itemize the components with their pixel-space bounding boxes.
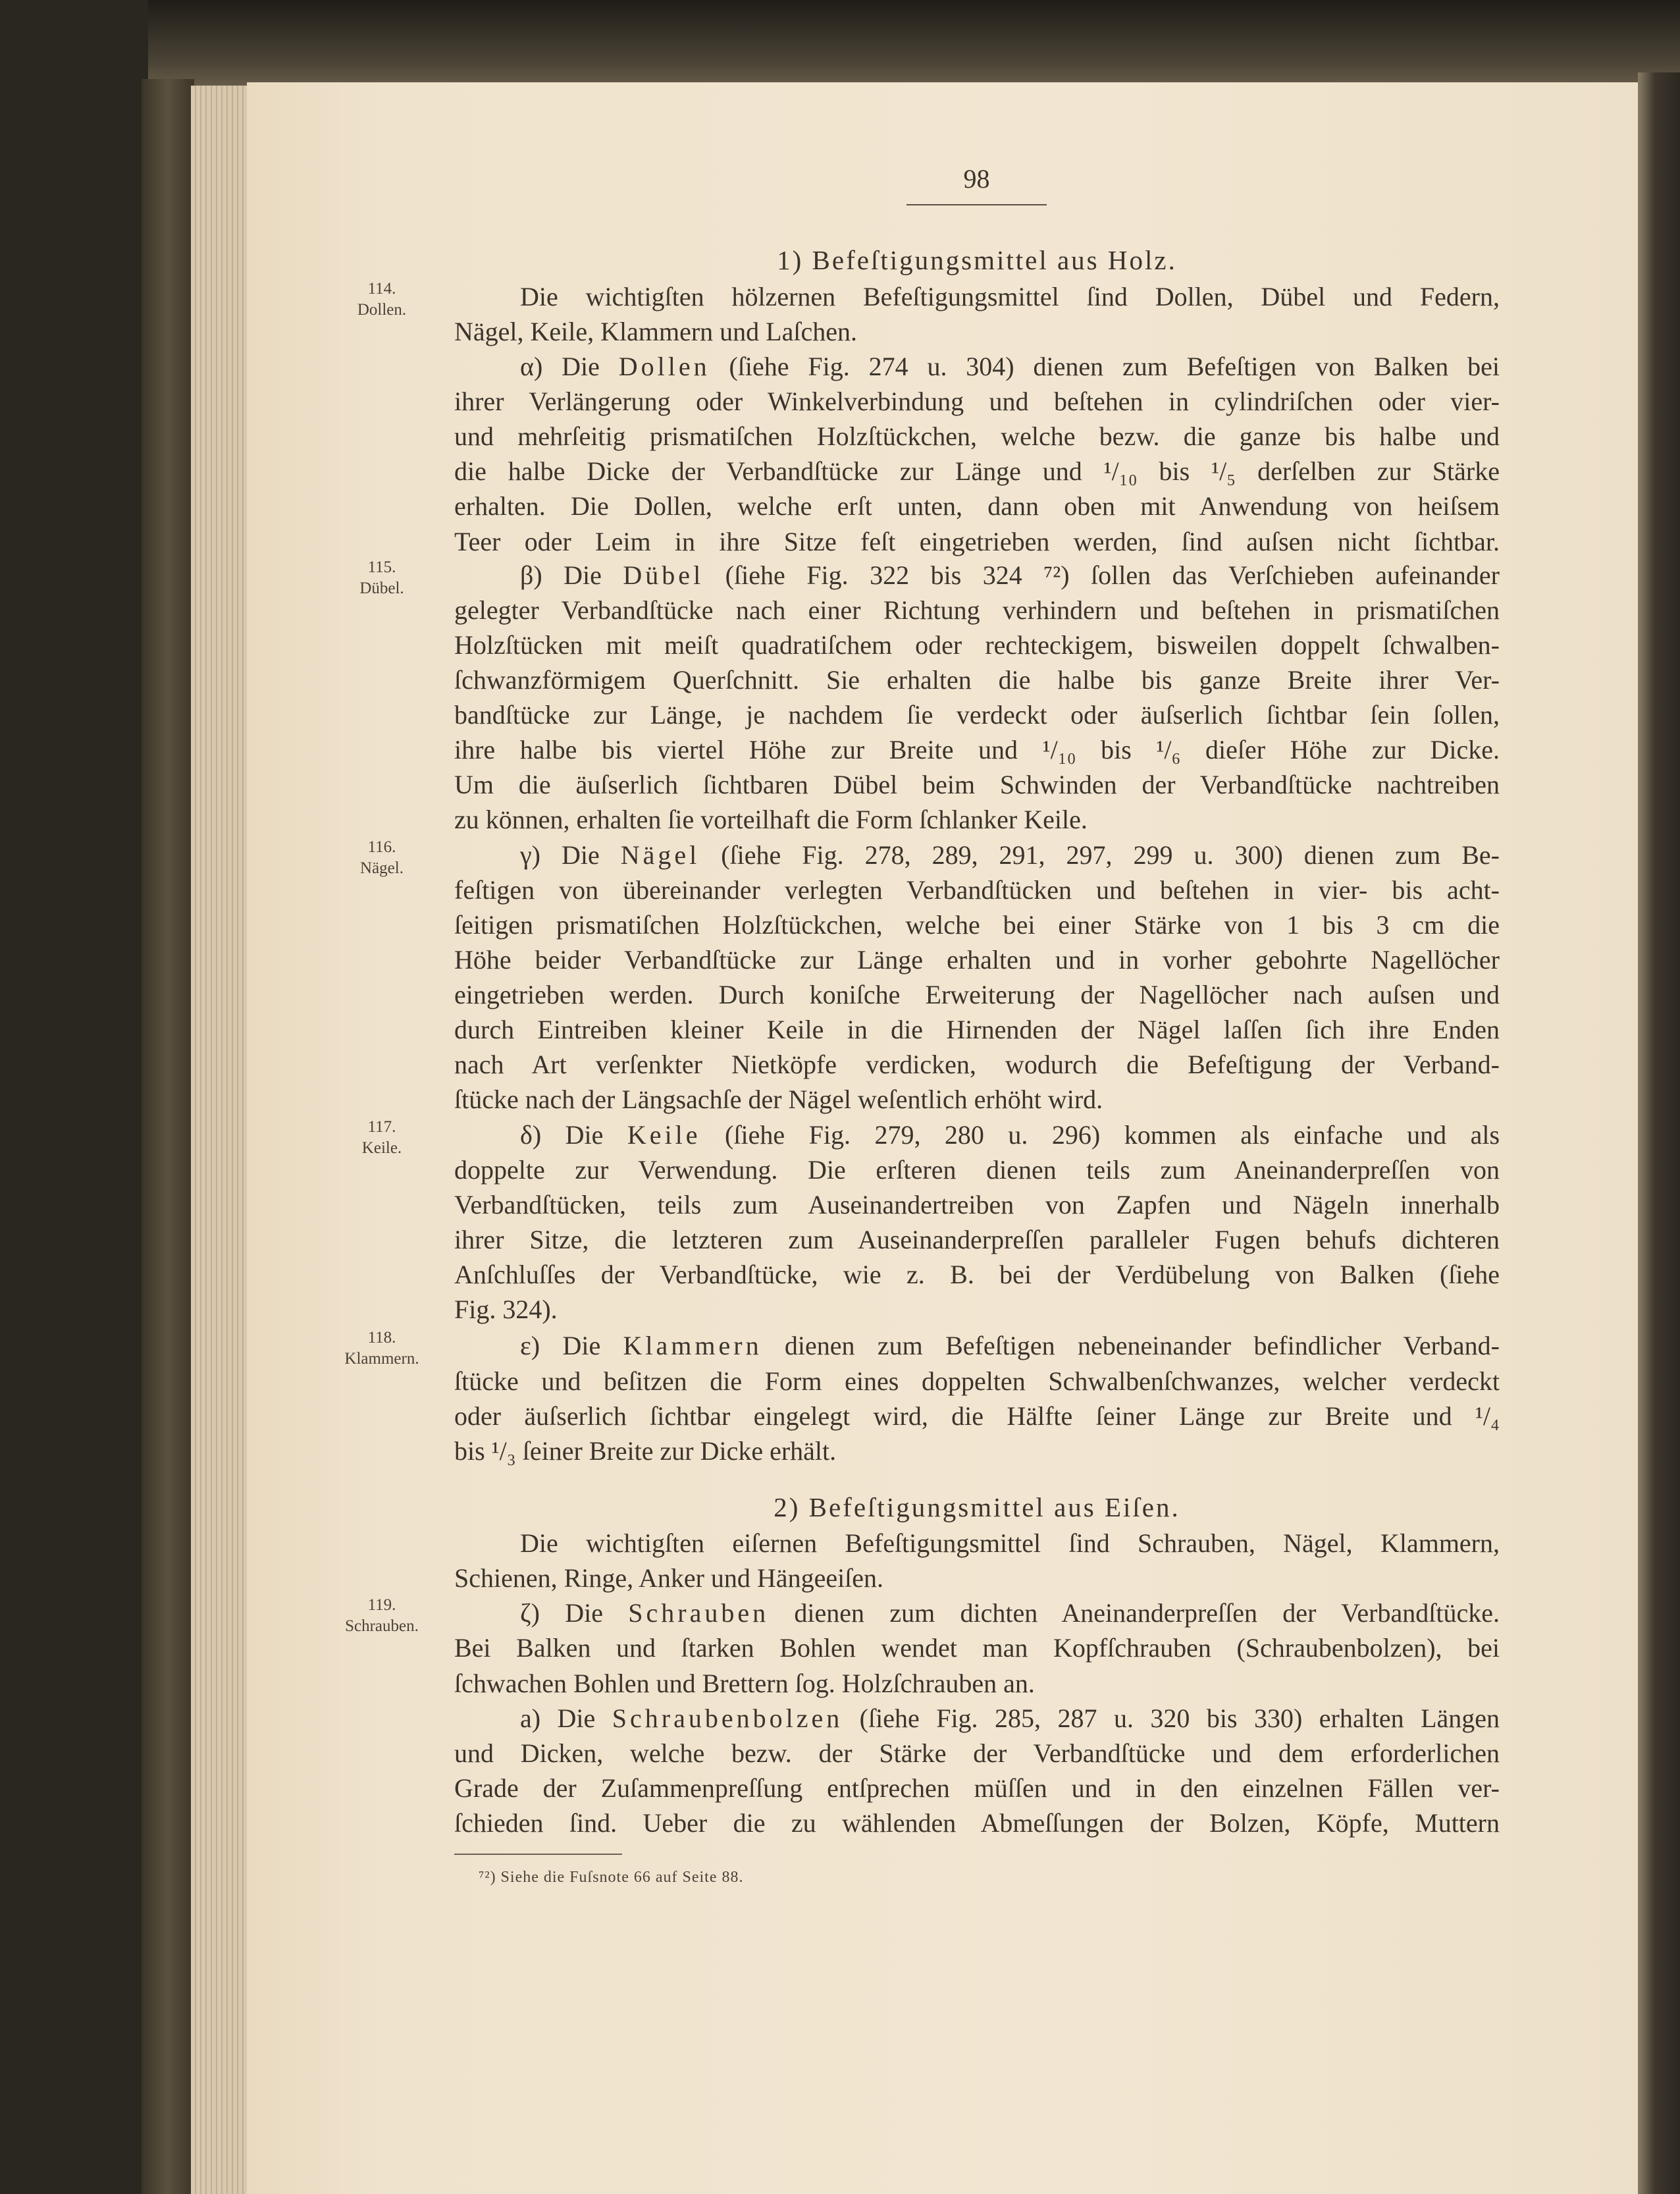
text-segment: erhalten. Die Dollen, welche erſt unten, dann oben mit Anwendung von heiſsem <box>454 491 1500 522</box>
text-line <box>454 1293 1500 1327</box>
text-line <box>454 733 1500 767</box>
text-segment: γ) Die <box>520 840 621 870</box>
margin-note-num: 117. <box>367 1117 396 1136</box>
text-line <box>520 1701 1500 1736</box>
text-line <box>454 489 1500 523</box>
spaced-term: Klammern <box>623 1331 762 1361</box>
margin-note-label: Nägel. <box>360 859 404 877</box>
margin-note-label: Klammern. <box>344 1350 419 1368</box>
text-line <box>520 280 1500 314</box>
text-line <box>454 1048 1500 1082</box>
text-segment: ε) Die <box>520 1331 623 1361</box>
section-heading <box>454 243 1500 277</box>
text-segment: Grade der Zuſammenpreſſung entſprechen müſſen und in den einzelnen Fällen ver- <box>454 1773 1500 1803</box>
spaced-term: Dollen <box>618 351 710 381</box>
text-segment: 2) Befeſtigungsmittel aus Eiſen. <box>774 1491 1180 1522</box>
text-segment: ihrer Verlängerung oder Winkelverbindung und beſtehen in cylindriſchen oder vier- <box>454 387 1500 416</box>
text-line <box>520 1118 1500 1152</box>
text-segment: Um die äuſserlich ſichtbaren Dübel beim Schwinden der Verbandſtücke nachtreiben <box>454 770 1500 800</box>
text-line <box>454 978 1500 1012</box>
text-segment: (ſiehe Fig. 274 u. 304) dienen zum Befeſtigen von Balken bei <box>710 351 1500 381</box>
margin-note-num: 115. <box>367 558 396 576</box>
text-line <box>454 1364 1500 1399</box>
text-segment: Bei Balken und ſtarken Bohlen wendet man Kopfſchrauben (Schraubenbolzen), bei <box>454 1633 1500 1663</box>
text-line <box>520 1596 1500 1630</box>
text-segment: (ſiehe Fig. 285, 287 u. 320 bis 330) erhalten Längen <box>843 1703 1500 1733</box>
text-segment: ſtücke und beſitzen die Form eines doppelten Schwalbenſchwanzes, welcher verdeckt <box>454 1366 1500 1396</box>
text-segment: (ſiehe Fig. 278, 289, 291, 297, 299 u. 300) dienen zum Be- <box>700 840 1500 870</box>
text-line <box>454 1083 1500 1117</box>
page-number-rule <box>906 204 1047 205</box>
text-line <box>454 1667 1500 1701</box>
text-segment: nach Art verſenkter Nietköpfe verdicken, wodurch die Befeſtigung der Verband- <box>454 1050 1500 1080</box>
margin-note-num: 114. <box>367 279 396 298</box>
spaced-term: Nägel <box>620 840 700 870</box>
text-line <box>454 1188 1500 1222</box>
text-segment: bandſtücke zur Länge, je nachdem ſie verdeckt oder äuſserlich ſichtbar ſein ſollen, <box>454 700 1500 730</box>
text-line <box>454 663 1500 697</box>
margin-note-label: Keile. <box>361 1138 402 1157</box>
section-heading <box>454 1490 1500 1524</box>
text-segment: β) Die <box>520 560 623 590</box>
spaced-term: Keile <box>627 1119 701 1150</box>
text-line <box>454 628 1500 662</box>
text-line <box>454 1258 1500 1292</box>
text-segment: a) Die <box>520 1703 612 1733</box>
text-segment: doppelte zur Verwendung. Die erſteren dienen teils zum Aneinanderpreſſen von <box>454 1154 1500 1185</box>
spaced-term: Dübel <box>623 560 704 590</box>
text-segment: Schienen, Ringe, Anker und Hängeeiſen. <box>454 1563 884 1593</box>
margin-note-num: 119. <box>367 1596 396 1615</box>
text-segment: die halbe Dicke der Verbandſtücke zur Länge und ¹/₁₀ bis ¹/₅ derſelben zur Stärke <box>454 456 1500 487</box>
margin-note <box>332 557 431 599</box>
text-line <box>454 593 1500 628</box>
margin-note <box>332 1595 431 1637</box>
text-segment: (ſiehe Fig. 279, 280 u. 296) kommen als einfache und als <box>700 1119 1500 1150</box>
footnote-rule <box>454 1854 622 1855</box>
text-line <box>454 1153 1500 1187</box>
text-segment: und Dicken, welche bezw. der Stärke der Verbandſtücke und dem erforderlichen <box>454 1738 1500 1768</box>
text-segment: Die wichtigſten eiſernen Befeſtigungsmittel ſind Schrauben, Nägel, Klammern, <box>520 1528 1500 1558</box>
text-line <box>454 1399 1500 1433</box>
margin-note-label: Dübel. <box>359 579 404 597</box>
book-cover-edge <box>142 79 194 2194</box>
text-segment: feſtigen von übereinander verlegten Verbandſtücken und beſtehen in vier- bis acht- <box>454 874 1500 905</box>
text-segment: zu können, erhalten ſie vorteilhaft die Form ſchlanker Keile. <box>454 805 1088 835</box>
margin-note-label: Dollen. <box>357 300 407 319</box>
text-segment: ſtücke nach der Längsachſe der Nägel weſentlich erhöht wird. <box>454 1084 1103 1115</box>
text-line <box>454 1223 1500 1257</box>
text-segment: δ) Die <box>520 1119 627 1150</box>
text-line <box>454 1736 1500 1771</box>
book-gutter-right <box>1638 72 1680 2194</box>
margin-note <box>332 279 431 321</box>
text-segment: Teer oder Leim in ihre Sitze feſt eingetrieben werden, ſind auſsen nicht ſichtbar. <box>454 526 1500 556</box>
text-line <box>454 768 1500 802</box>
text-segment: dienen zum Befeſtigen nebeneinander befindlicher Verband- <box>762 1331 1500 1361</box>
text-line <box>454 385 1500 419</box>
margin-note <box>332 1327 431 1370</box>
text-segment: Fig. 324). <box>454 1295 558 1325</box>
spaced-term: Schraubenbolzen <box>612 1703 843 1733</box>
text-line <box>454 454 1500 489</box>
margin-note-label: Schrauben. <box>345 1617 419 1636</box>
text-segment: ſchwanzförmigem Querſchnitt. Sie erhalten die halbe bis ganze Breite ihrer Ver- <box>454 664 1500 695</box>
margin-note <box>332 837 431 879</box>
text-line <box>454 525 1500 559</box>
text-line <box>454 1631 1500 1665</box>
text-segment: ſeitigen prismatiſchen Holzſtückchen, welche bei einer Stärke von 1 bis 3 cm die <box>454 909 1500 940</box>
margin-note-num: 116. <box>367 838 396 856</box>
text-segment: (ſiehe Fig. 322 bis 324 ⁷²) ſollen das Verſchieben aufeinander <box>704 560 1500 590</box>
text-line <box>520 1329 1500 1363</box>
text-segment: dienen zum dichten Aneinanderpreſſen der Verbandſtücke. <box>769 1598 1500 1628</box>
text-segment: ihrer Sitze, die letzteren zum Auseinanderpreſſen paralleler Fugen behufs dichteren <box>454 1224 1500 1254</box>
spaced-term: Schrauben <box>628 1598 770 1628</box>
text-segment: ζ) Die <box>520 1598 629 1628</box>
text-segment: bis ¹/₃ ſeiner Breite zur Dicke erhält. <box>454 1435 837 1466</box>
text-line <box>520 350 1500 384</box>
text-line <box>520 558 1500 593</box>
footnote: ⁷²) Siehe die Fuſsnote 66 auf Seite 88. <box>479 1869 744 1886</box>
text-segment: eingetrieben werden. Durch koniſche Erweiterung der Nagellöcher nach auſsen und <box>454 980 1500 1009</box>
text-line <box>454 419 1500 454</box>
text-segment: gelegter Verbandſtücke nach einer Richtung verhindern und beſtehen in prismatiſchen <box>454 595 1500 625</box>
text-segment: ſchieden ſind. Ueber die zu wählenden Abmeſſungen der Bolzen, Köpfe, Muttern <box>454 1808 1500 1838</box>
text-segment: Nägel, Keile, Klammern und Laſchen. <box>454 316 857 346</box>
book-binding-left <box>0 0 148 2194</box>
text-segment: 1) Befeſtigungsmittel aus Holz. <box>777 245 1177 276</box>
book-binding-top <box>0 0 1680 89</box>
text-segment: Verbandſtücken, teils zum Auseinandertreiben von Zapfen und Nägeln innerhalb <box>454 1189 1500 1219</box>
text-line <box>454 1013 1500 1047</box>
text-segment: ſchwachen Bohlen und Brettern ſog. Holzſchrauben an. <box>454 1668 1035 1698</box>
text-segment: Höhe beider Verbandſtücke zur Länge erhalten und in vorher gebohrte Nagellöcher <box>454 944 1500 975</box>
text-line <box>454 803 1500 837</box>
text-line <box>454 698 1500 732</box>
text-line <box>454 1434 1500 1468</box>
margin-note <box>332 1117 431 1159</box>
text-segment: α) Die <box>520 351 619 381</box>
text-line <box>520 1526 1500 1561</box>
text-line <box>454 943 1500 977</box>
text-line <box>454 315 1500 349</box>
text-segment: durch Eintreiben kleiner Keile in die Hirnenden der Nägel laſſen ſich ihre Enden <box>454 1015 1500 1045</box>
text-line <box>454 1561 1500 1595</box>
page-stack-edges <box>191 86 250 2194</box>
margin-note-num: 118. <box>367 1329 396 1347</box>
text-line <box>454 908 1500 942</box>
text-line <box>454 873 1500 907</box>
text-segment: und mehrſeitig prismatiſchen Holzſtückchen, welche bezw. die ganze bis halbe und <box>454 421 1500 452</box>
text-segment: oder äuſserlich ſichtbar eingelegt wird, die Hälfte ſeiner Länge zur Breite und ¹/₄ <box>454 1401 1500 1431</box>
text-segment: ihre halbe bis viertel Höhe zur Breite und ¹/₁₀ bis ¹/₆ dieſer Höhe zur Dicke. <box>454 735 1500 765</box>
text-line <box>454 1771 1500 1806</box>
text-line <box>454 1806 1500 1840</box>
text-segment: Anſchluſſes der Verbandſtücke, wie z. B. bei der Verdübelung von Balken (ſiehe <box>454 1260 1500 1289</box>
text-segment: Holzſtücken mit meiſt quadratiſchem oder rechteckigem, bisweilen doppelt ſchwalben- <box>454 629 1500 660</box>
text-line <box>520 838 1500 872</box>
text-segment: Die wichtigſten hölzernen Befeſtigungsmittel ſind Dollen, Dübel und Federn, <box>520 281 1500 311</box>
page-number: 98 <box>963 164 990 194</box>
